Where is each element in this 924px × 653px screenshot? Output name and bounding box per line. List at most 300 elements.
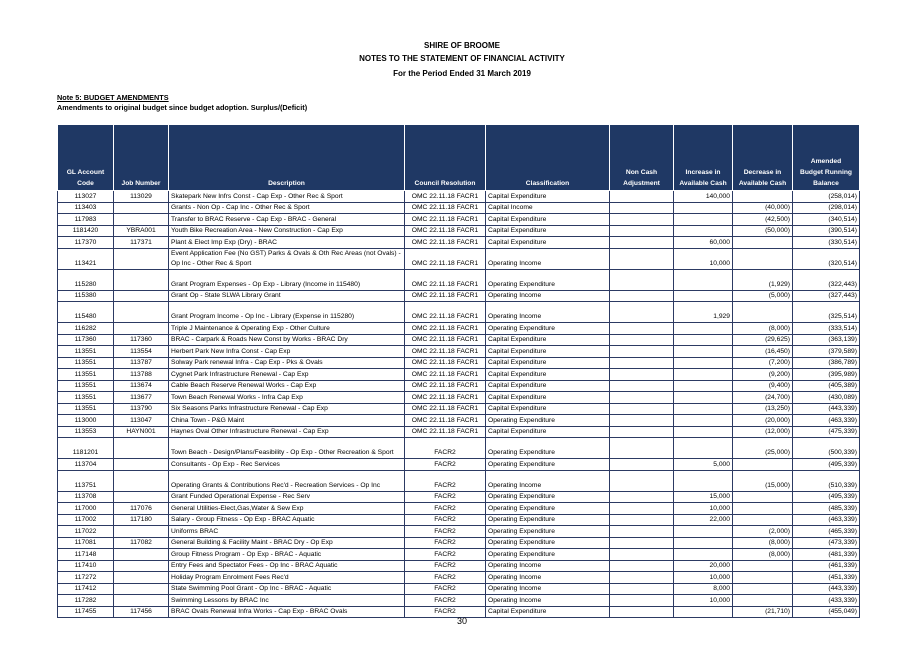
cell-decrease: [733, 583, 793, 595]
cell-job-number: [114, 302, 169, 323]
cell-description: Town Beach Renewal Works - Infra Cap Exp: [169, 392, 405, 404]
cell-job-number: 117076: [114, 503, 169, 515]
cell-balance: (320,514): [793, 248, 860, 269]
cell-decrease: [733, 459, 793, 471]
cell-council-resolution: OMC 22.11.18 FACR1: [405, 346, 486, 358]
cell-classification: Operating Income: [486, 302, 610, 323]
col-council-resolution: Council Resolution: [405, 125, 486, 191]
cell-decrease: (12,000): [733, 426, 793, 438]
cell-classification: Operating Expenditure: [486, 537, 610, 549]
cell-job-number: [114, 470, 169, 491]
cell-balance: (455,049): [793, 606, 860, 618]
cell-decrease: (9,400): [733, 380, 793, 392]
cell-gl-code: 115380: [58, 290, 114, 302]
cell-gl-code: 113551: [58, 380, 114, 392]
cell-council-resolution: FACR2: [405, 549, 486, 561]
cell-job-number: 117180: [114, 514, 169, 526]
table-row: [58, 491, 860, 503]
cell-non-cash: [610, 392, 674, 404]
cell-description: Skatepark New Infrs Const - Cap Exp - Other Rec & Sport: [169, 191, 405, 203]
cell-job-number: 113674: [114, 380, 169, 392]
table-row: [58, 380, 860, 392]
cell-job-number: 113677: [114, 392, 169, 404]
cell-increase: [674, 426, 733, 438]
cell-non-cash: [610, 334, 674, 346]
cell-gl-code: 117148: [58, 549, 114, 561]
cell-description: Herbert Park New Infra Const - Cap Exp: [169, 346, 405, 358]
cell-gl-code: 117983: [58, 214, 114, 226]
cell-description: Consultants - Op Exp - Rec Services: [169, 459, 405, 471]
cell-job-number: [114, 459, 169, 471]
cell-decrease: (1,929): [733, 269, 793, 290]
cell-gl-code: 113551: [58, 392, 114, 404]
cell-job-number: YBRA001: [114, 225, 169, 237]
cell-non-cash: [610, 537, 674, 549]
cell-increase: 10,000: [674, 595, 733, 607]
cell-increase: [674, 202, 733, 214]
table-row: [58, 415, 860, 427]
cell-increase: [674, 290, 733, 302]
cell-classification: Capital Expenditure: [486, 191, 610, 203]
cell-job-number: [114, 491, 169, 503]
cell-balance: (258,014): [793, 191, 860, 203]
table-row: [58, 426, 860, 438]
cell-gl-code: 115280: [58, 269, 114, 290]
cell-job-number: [114, 248, 169, 269]
cell-balance: (363,139): [793, 334, 860, 346]
cell-decrease: [733, 560, 793, 572]
cell-increase: [674, 549, 733, 561]
cell-classification: Capital Expenditure: [486, 334, 610, 346]
cell-increase: 15,000: [674, 491, 733, 503]
cell-decrease: [733, 248, 793, 269]
cell-increase: 140,000: [674, 191, 733, 203]
cell-classification: Operating Expenditure: [486, 503, 610, 515]
cell-description: Grant Program Income - Op Inc - Library (Expense in 115280): [169, 302, 405, 323]
cell-gl-code: 1181201: [58, 438, 114, 459]
cell-non-cash: [610, 470, 674, 491]
cell-decrease: [733, 503, 793, 515]
cell-increase: [674, 438, 733, 459]
table-row: [58, 357, 860, 369]
col-classification: Classification: [486, 125, 610, 191]
cell-description: Operating Grants & Contributions Rec'd - Recreation Services - Op Inc: [169, 470, 405, 491]
cell-classification: Capital Income: [486, 202, 610, 214]
cell-balance: (325,514): [793, 302, 860, 323]
cell-council-resolution: OMC 22.11.18 FACR1: [405, 334, 486, 346]
table-row: [58, 237, 860, 249]
cell-classification: Operating Income: [486, 248, 610, 269]
cell-increase: 5,000: [674, 459, 733, 471]
cell-non-cash: [610, 491, 674, 503]
cell-gl-code: 117360: [58, 334, 114, 346]
cell-decrease: (21,710): [733, 606, 793, 618]
cell-gl-code: 117002: [58, 514, 114, 526]
cell-gl-code: 113027: [58, 191, 114, 203]
cell-council-resolution: FACR2: [405, 606, 486, 618]
cell-non-cash: [610, 380, 674, 392]
cell-gl-code: 117081: [58, 537, 114, 549]
cell-non-cash: [610, 560, 674, 572]
cell-description: Grant Op - State SLWA Library Grant: [169, 290, 405, 302]
table-row: [58, 459, 860, 471]
cell-balance: (510,339): [793, 470, 860, 491]
cell-classification: Capital Expenditure: [486, 214, 610, 226]
cell-decrease: (25,000): [733, 438, 793, 459]
cell-classification: Operating Expenditure: [486, 514, 610, 526]
cell-classification: Operating Expenditure: [486, 323, 610, 335]
cell-non-cash: [610, 459, 674, 471]
cell-job-number: 117082: [114, 537, 169, 549]
cell-description: Cygnet Park Infrastructure Renewal - Cap Exp: [169, 369, 405, 381]
cell-council-resolution: OMC 22.11.18 FACR1: [405, 392, 486, 404]
cell-non-cash: [610, 302, 674, 323]
cell-increase: [674, 323, 733, 335]
cell-non-cash: [610, 191, 674, 203]
cell-balance: (463,339): [793, 514, 860, 526]
cell-balance: (461,339): [793, 560, 860, 572]
cell-balance: (463,339): [793, 415, 860, 427]
cell-classification: Capital Expenditure: [486, 426, 610, 438]
cell-description: China Town - P&G Maint: [169, 415, 405, 427]
cell-classification: Operating Expenditure: [486, 415, 610, 427]
cell-balance: (322,443): [793, 269, 860, 290]
cell-gl-code: 113551: [58, 357, 114, 369]
cell-description: Salary - Group Fitness - Op Exp - BRAC Aquatic: [169, 514, 405, 526]
org-title: SHIRE OF BROOME: [423, 41, 500, 50]
cell-decrease: (24,700): [733, 392, 793, 404]
cell-description: Triple J Maintenance & Operating Exp - Other Culture: [169, 323, 405, 335]
period-label: For the Period Ended 31 March 2019: [393, 69, 531, 78]
cell-decrease: (40,000): [733, 202, 793, 214]
cell-non-cash: [610, 426, 674, 438]
cell-classification: Operating Expenditure: [486, 526, 610, 538]
cell-non-cash: [610, 290, 674, 302]
cell-job-number: [114, 572, 169, 584]
cell-balance: (500,339): [793, 438, 860, 459]
cell-council-resolution: OMC 22.11.18 FACR1: [405, 323, 486, 335]
cell-balance: (495,339): [793, 459, 860, 471]
cell-gl-code: 117412: [58, 583, 114, 595]
cell-increase: [674, 537, 733, 549]
cell-gl-code: 113704: [58, 459, 114, 471]
cell-balance: (395,989): [793, 369, 860, 381]
cell-description: Six Seasons Parks Infrastructure Renewal - Cap Exp: [169, 403, 405, 415]
cell-classification: Operating Expenditure: [486, 269, 610, 290]
cell-classification: Capital Expenditure: [486, 380, 610, 392]
cell-classification: Capital Expenditure: [486, 357, 610, 369]
cell-balance: (327,443): [793, 290, 860, 302]
cell-balance: (330,514): [793, 237, 860, 249]
cell-job-number: [114, 202, 169, 214]
table-row: [58, 549, 860, 561]
cell-council-resolution: OMC 22.11.18 FACR1: [405, 426, 486, 438]
table-row: [58, 269, 860, 290]
cell-job-number: [114, 595, 169, 607]
table-row: [58, 560, 860, 572]
cell-classification: Operating Expenditure: [486, 491, 610, 503]
cell-classification: Operating Expenditure: [486, 438, 610, 459]
cell-classification: Capital Expenditure: [486, 606, 610, 618]
table-row: [58, 438, 860, 459]
cell-job-number: 113554: [114, 346, 169, 358]
cell-gl-code: 117022: [58, 526, 114, 538]
cell-gl-code: 113421: [58, 248, 114, 269]
col-increase-available-cash: Increase in Available Cash: [674, 125, 733, 191]
table-row: [58, 503, 860, 515]
table-row: [58, 290, 860, 302]
cell-job-number: [114, 323, 169, 335]
cell-council-resolution: FACR2: [405, 503, 486, 515]
table-row: [58, 595, 860, 607]
cell-council-resolution: FACR2: [405, 537, 486, 549]
cell-council-resolution: OMC 22.11.18 FACR1: [405, 302, 486, 323]
cell-classification: Operating Income: [486, 595, 610, 607]
cell-balance: (473,339): [793, 537, 860, 549]
table-row: [58, 302, 860, 323]
cell-job-number: 113788: [114, 369, 169, 381]
cell-balance: (481,339): [793, 549, 860, 561]
cell-job-number: [114, 549, 169, 561]
cell-non-cash: [610, 403, 674, 415]
col-amended-budget-balance: Amended Budget Running Balance: [793, 125, 860, 191]
cell-council-resolution: OMC 22.11.18 FACR1: [405, 191, 486, 203]
table-row: [58, 537, 860, 549]
table-row: [58, 470, 860, 491]
cell-increase: [674, 369, 733, 381]
cell-classification: Capital Expenditure: [486, 369, 610, 381]
cell-gl-code: 113708: [58, 491, 114, 503]
cell-balance: (465,339): [793, 526, 860, 538]
cell-increase: [674, 334, 733, 346]
cell-council-resolution: FACR2: [405, 459, 486, 471]
cell-increase: 10,000: [674, 572, 733, 584]
cell-decrease: (8,000): [733, 549, 793, 561]
cell-council-resolution: OMC 22.11.18 FACR1: [405, 290, 486, 302]
cell-gl-code: 113551: [58, 403, 114, 415]
cell-non-cash: [610, 595, 674, 607]
cell-balance: (340,514): [793, 214, 860, 226]
cell-decrease: (7,200): [733, 357, 793, 369]
table-row: [58, 403, 860, 415]
cell-description: Haynes Oval Other Infrastructure Renewal - Cap Exp: [169, 426, 405, 438]
cell-non-cash: [610, 572, 674, 584]
cell-gl-code: 113553: [58, 426, 114, 438]
table-row: [58, 583, 860, 595]
cell-council-resolution: OMC 22.11.18 FACR1: [405, 415, 486, 427]
cell-non-cash: [610, 237, 674, 249]
cell-balance: (475,339): [793, 426, 860, 438]
table-row: [58, 369, 860, 381]
cell-classification: Capital Expenditure: [486, 403, 610, 415]
cell-gl-code: 113751: [58, 470, 114, 491]
cell-job-number: [114, 583, 169, 595]
table-row: [58, 514, 860, 526]
cell-balance: (495,339): [793, 491, 860, 503]
cell-council-resolution: OMC 22.11.18 FACR1: [405, 357, 486, 369]
cell-job-number: 117371: [114, 237, 169, 249]
cell-increase: [674, 269, 733, 290]
cell-gl-code: 113551: [58, 369, 114, 381]
cell-decrease: (13,250): [733, 403, 793, 415]
cell-gl-code: 117410: [58, 560, 114, 572]
col-decrease-available-cash: Decrease in Available Cash: [733, 125, 793, 191]
table-row: [58, 526, 860, 538]
cell-decrease: (5,000): [733, 290, 793, 302]
cell-description: Event Application Fee (No GST) Parks & Ovals & Oth Rec Areas (not Ovals) - Op Inc - Other Rec & Sport: [169, 248, 405, 269]
cell-description: Grant Program Expenses - Op Exp - Library (Income in 115480): [169, 269, 405, 290]
cell-balance: (390,514): [793, 225, 860, 237]
cell-classification: Operating Expenditure: [486, 549, 610, 561]
cell-description: Cable Beach Reserve Renewal Works - Cap Exp: [169, 380, 405, 392]
cell-balance: (433,339): [793, 595, 860, 607]
cell-non-cash: [610, 269, 674, 290]
cell-classification: Operating Income: [486, 290, 610, 302]
cell-job-number: [114, 269, 169, 290]
cell-decrease: [733, 572, 793, 584]
cell-gl-code: 1181420: [58, 225, 114, 237]
cell-council-resolution: FACR2: [405, 470, 486, 491]
cell-decrease: [733, 237, 793, 249]
cell-non-cash: [610, 369, 674, 381]
cell-increase: [674, 526, 733, 538]
cell-classification: Operating Income: [486, 560, 610, 572]
cell-classification: Operating Income: [486, 470, 610, 491]
cell-description: Swimming Lessons by BRAC Inc: [169, 595, 405, 607]
cell-classification: Operating Expenditure: [486, 459, 610, 471]
cell-decrease: [733, 302, 793, 323]
table-header-row: [58, 125, 860, 191]
cell-balance: (333,514): [793, 323, 860, 335]
cell-non-cash: [610, 514, 674, 526]
cell-decrease: (8,000): [733, 323, 793, 335]
cell-gl-code: 116282: [58, 323, 114, 335]
cell-non-cash: [610, 438, 674, 459]
budget-amendments-table: [57, 124, 860, 618]
cell-description: Uniforms BRAC: [169, 526, 405, 538]
cell-council-resolution: OMC 22.11.18 FACR1: [405, 237, 486, 249]
cell-decrease: (9,200): [733, 369, 793, 381]
cell-decrease: [733, 514, 793, 526]
cell-job-number: [114, 526, 169, 538]
cell-non-cash: [610, 415, 674, 427]
cell-decrease: (15,000): [733, 470, 793, 491]
cell-balance: (443,339): [793, 403, 860, 415]
col-gl-account: GL Account Code: [58, 125, 114, 191]
cell-description: General Building & Facility Maint - BRAC Dry - Op Exp: [169, 537, 405, 549]
cell-gl-code: 117272: [58, 572, 114, 584]
cell-gl-code: 113403: [58, 202, 114, 214]
cell-decrease: (50,000): [733, 225, 793, 237]
cell-increase: [674, 392, 733, 404]
cell-council-resolution: FACR2: [405, 595, 486, 607]
cell-balance: (443,339): [793, 583, 860, 595]
cell-job-number: [114, 214, 169, 226]
cell-description: BRAC Ovals Renewal Infra Works - Cap Exp - BRAC Ovals: [169, 606, 405, 618]
table-row: [58, 572, 860, 584]
cell-classification: Capital Expenditure: [486, 392, 610, 404]
note-title: Note 5: BUDGET AMENDMENTS: [57, 93, 169, 102]
cell-balance: (451,339): [793, 572, 860, 584]
cell-gl-code: 117000: [58, 503, 114, 515]
cell-non-cash: [610, 323, 674, 335]
cell-decrease: [733, 491, 793, 503]
cell-council-resolution: FACR2: [405, 572, 486, 584]
cell-description: Transfer to BRAC Reserve - Cap Exp - BRAC - General: [169, 214, 405, 226]
table-row: [58, 248, 860, 269]
cell-council-resolution: OMC 22.11.18 FACR1: [405, 225, 486, 237]
cell-classification: Capital Expenditure: [486, 225, 610, 237]
cell-job-number: 113029: [114, 191, 169, 203]
cell-classification: Capital Expenditure: [486, 237, 610, 249]
cell-job-number: [114, 438, 169, 459]
col-description: Description: [169, 125, 405, 191]
cell-non-cash: [610, 346, 674, 358]
table-row: [58, 346, 860, 358]
cell-gl-code: 113000: [58, 415, 114, 427]
cell-council-resolution: FACR2: [405, 560, 486, 572]
cell-council-resolution: OMC 22.11.18 FACR1: [405, 202, 486, 214]
cell-job-number: 113790: [114, 403, 169, 415]
cell-description: Plant & Elect Imp Exp (Dry) - BRAC: [169, 237, 405, 249]
cell-description: Holiday Program Enrolment Fees Rec'd: [169, 572, 405, 584]
cell-job-number: [114, 290, 169, 302]
cell-council-resolution: FACR2: [405, 514, 486, 526]
cell-council-resolution: OMC 22.11.18 FACR1: [405, 248, 486, 269]
cell-council-resolution: FACR2: [405, 526, 486, 538]
cell-non-cash: [610, 248, 674, 269]
cell-increase: 22,000: [674, 514, 733, 526]
table-row: [58, 191, 860, 203]
cell-increase: [674, 470, 733, 491]
cell-description: Entry Fees and Spectator Fees - Op Inc - BRAC Aquatic: [169, 560, 405, 572]
cell-non-cash: [610, 583, 674, 595]
cell-non-cash: [610, 503, 674, 515]
col-job-number: Job Number: [114, 125, 169, 191]
cell-increase: 10,000: [674, 248, 733, 269]
cell-description: State Swimming Pool Grant - Op Inc - BRAC - Aquatic: [169, 583, 405, 595]
cell-description: General Utilities-Elect,Gas,Water & Sew Exp: [169, 503, 405, 515]
cell-description: Grants - Non Op - Cap Inc - Other Rec & Sport: [169, 202, 405, 214]
page-number: 30: [456, 616, 467, 626]
cell-gl-code: 117282: [58, 595, 114, 607]
cell-job-number: 113047: [114, 415, 169, 427]
cell-decrease: (20,000): [733, 415, 793, 427]
cell-classification: Capital Expenditure: [486, 346, 610, 358]
cell-increase: [674, 357, 733, 369]
cell-description: BRAC - Carpark & Roads New Const by Works - BRAC Dry: [169, 334, 405, 346]
cell-non-cash: [610, 526, 674, 538]
cell-balance: (379,589): [793, 346, 860, 358]
table-row: [58, 392, 860, 404]
cell-decrease: [733, 595, 793, 607]
cell-non-cash: [610, 202, 674, 214]
cell-gl-code: 115480: [58, 302, 114, 323]
cell-council-resolution: OMC 22.11.18 FACR1: [405, 214, 486, 226]
cell-classification: Operating Income: [486, 572, 610, 584]
cell-increase: [674, 225, 733, 237]
cell-balance: (430,089): [793, 392, 860, 404]
cell-increase: 1,929: [674, 302, 733, 323]
cell-gl-code: 113551: [58, 346, 114, 358]
cell-council-resolution: OMC 22.11.18 FACR1: [405, 380, 486, 392]
note-subtitle: Amendments to original budget since budget adoption. Surplus/(Deficit): [57, 103, 308, 112]
cell-non-cash: [610, 214, 674, 226]
cell-council-resolution: FACR2: [405, 583, 486, 595]
cell-increase: 10,000: [674, 503, 733, 515]
table-row: [58, 202, 860, 214]
cell-increase: [674, 346, 733, 358]
